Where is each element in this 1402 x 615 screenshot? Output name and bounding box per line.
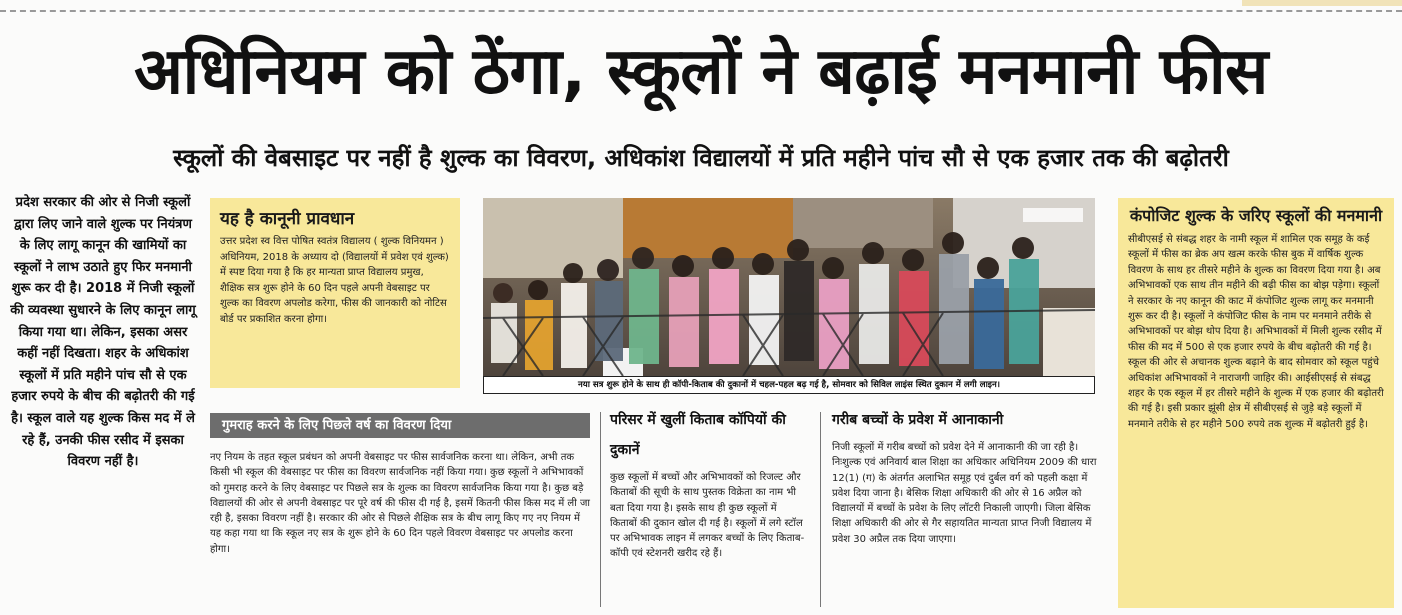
misleading-section-title: गुमराह करने के लिए पिछले वर्ष का विवरण दिया xyxy=(210,413,590,438)
column-divider xyxy=(820,412,821,607)
crowd-at-bookshop-image xyxy=(483,198,1095,376)
headline: अधिनियम को ठेंगा, स्कूलों ने बढ़ाई मनमानी फीस xyxy=(134,35,1268,109)
photo-caption: नया सत्र शुरू होने के साथ ही कॉपी-किताब की दुकानों में चहल-पहल बढ़ गई है, सोमवार को सिविल लाइंस स्थित दुकान में लगी लाइन। xyxy=(483,376,1095,394)
admission-section-title: गरीब बच्चों के प्रवेश में आनाकानी xyxy=(832,412,1004,428)
bookshop-section-body: कुछ स्कूलों में बच्चों और अभिभावकों को रिजल्ट और किताबों की सूची के साथ पुस्तक विक्रेता का नाम भी बता दिया गया है। इसके साथ ही कुछ स्कूलों में किताबों की दुकान खोल दी गई है। स्कूलों में लगे स्टॉल पर अभिभावक लाइन में लगकर बच्चों के लिए किताब-कॉपी एवं स्टेशनरी खरीद रहे हैं। xyxy=(610,472,805,560)
legal-provision-title: यह है कानूनी प्रावधान xyxy=(220,209,355,229)
lead-paragraph: प्रदेश सरकार की ओर से निजी स्कूलों द्वारा लिए जाने वाले शुल्क पर नियंत्रण के लिए लागू कानून की खामियों का स्कूलों ने लाभ उठाते हुए फिर मनमानी शुरू कर दी है। 2018 में निजी स्कूलों की व्यवस्था सुधारने के लिए कानून लागू किया गया था। लेकिन, इसका असर कहीं नहीं दिखता। शहर के अधिकांश स्कूलों में प्रति महीने पांच सौ से एक हजार रुपये के बीच की बढ़ोतरी की गई है। स्कूल वाले यह शुल्क किस मद में ले रहे हैं, उनकी फीस रसीद में इसका विवरण नहीं है। xyxy=(10,195,196,470)
top-dashed-rule xyxy=(0,10,1402,12)
composite-fee-body: सीबीएसई से संबद्ध शहर के नामी स्कूल में शामिल एक समूह के कई स्कूलों में फीस का ब्रेक अप खत्म करके फीस बुक में वार्षिक शुल्क विवरण के साथ हर तीसरे महीने के शुल्क का विवरण दिया गया है। अब अभिभावकों एक साथ तीन महीने की बढ़ी फीस का बोझ पड़ेगा। स्कूलों ने सरकार के नए कानून की काट में कंपोजिट शुल्क लागू कर मनमानी शुरू कर दी है। स्कूलों ने कंपोजिट फीस के नाम पर मनमाने तरीके से अभिभावकों पर बोझ थोप दिया है। अभिभावकों में मिली शुल्क रसीद में फीस की मद में 500 से एक हजार रुपये के बीच बढ़ोतरी की गई है। स्कूल की ओर से अचानक शुल्क बढ़ाने के बाद सोमवार को स्कूल पहुंचे अधिकांश अभिभावकों ने नाराजगी जाहिर की। आईसीएसई से संबद्ध शहर के एक स्कूल में हर तीसरे महीने के शुल्क में एक हजार की बढ़ोतरी की गई है। इसी प्रकार झूंसी क्षेत्र में सीबीएसई से जुड़े बड़े स्कूलों में मनमाने तरीके से हर महीने 500 रुपये तक शुल्क में बढ़ोतरी हुई है। xyxy=(1128,234,1384,430)
admission-section-body: निजी स्कूलों में गरीब बच्चों को प्रवेश देने में आनाकानी की जा रही है। निःशुल्क एवं अनिवार्य बाल शिक्षा का अधिकार अधिनियम 2009 की धारा 12(1) (ग) के अंतर्गत अलाभित समूह एवं दुर्बल वर्ग को पहली कक्षा में प्रवेश दिया जाना है। बेसिक शिक्षा अधिकारी की ओर से 16 अप्रैल को विद्यालयों में बच्चों के प्रवेश के लिए लॉटरी निकाली जाएगी। जिला बेसिक शिक्षा अधिकारी की ओर से गैर सहायतित मान्यता प्राप्त निजी विद्यालय में प्रवेश 30 अप्रैल तक दिया जाएगा। xyxy=(832,442,1097,545)
misleading-section-body: नए नियम के तहत स्कूल प्रबंधन को अपनी वेबसाइट पर फीस सार्वजनिक करना था। लेकिन, अभी तक किसी भी स्कूल की वेबसाइट पर फीस का विवरण सार्वजनिक नहीं किया गया। कुछ स्कूलों ने अभिभावकों को गुमराह करने के लिए वेबसाइट पर पिछले सत्र के शुल्क का विवरण सार्वजनिक किया गया है। कुछ बड़े विद्यालयों की ओर से अपनी वेबसाइट पर पूरे वर्ष की फीस दी गई है, इसमें कितनी फीस किस मद में ली जा रही है, इसका विवरण नहीं है। सरकार की ओर से पिछले शैक्षिक सत्र के बीच लागू किए गए नए नियम में यह कहा गया था कि स्कूल नए सत्र के शुरू होने के 60 दिन पहले विवरण वेबसाइट पर अपलोड करना होगा। xyxy=(210,452,590,555)
composite-fee-box xyxy=(1118,198,1394,608)
bookshop-section-title: परिसर में खुलीं किताब कॉपियों की दुकानें xyxy=(610,412,786,458)
corner-tab xyxy=(1242,0,1402,6)
news-photo xyxy=(483,198,1095,376)
column-divider xyxy=(600,412,601,607)
subheadline: स्कूलों की वेबसाइट पर नहीं है शुल्क का विवरण, अधिकांश विद्यालयों में प्रति महीने पांच सौ से एक हजार तक की बढ़ोतरी xyxy=(173,144,1229,172)
legal-provision-box xyxy=(210,198,460,388)
composite-fee-title: कंपोजिट शुल्क के जरिए स्कूलों की मनमानी xyxy=(1129,206,1383,225)
legal-provision-body: उत्तर प्रदेश स्व वित्त पोषित स्वतंत्र विद्यालय ( शुल्क विनियमन ) अधिनियम, 2018 के अध्याय दो (विद्यालयों में प्रवेश एवं शुल्क) में स्पष्ट दिया गया है कि हर मान्यता प्राप्त विद्यालय प्रमुख, शैक्षिक सत्र शुरू होने के 60 दिन पहले अपनी वेबसाइट पर शुल्क का विवरण अपलोड करेगा, फीस की जानकारी को नोटिस बोर्ड पर प्रकाशित करना होगा। xyxy=(220,236,449,325)
